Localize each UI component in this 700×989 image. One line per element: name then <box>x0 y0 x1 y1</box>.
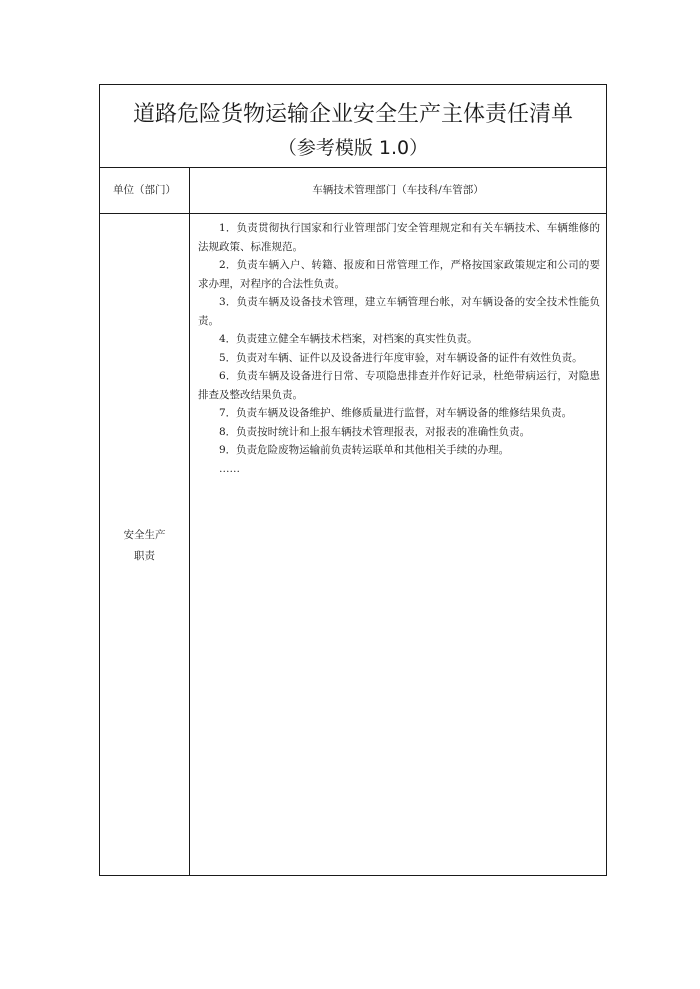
unit-label: 单位（部门） <box>113 184 176 196</box>
duty-item: 8．负责按时统计和上报车辆技术管理报表，对报表的准确性负责。 <box>219 425 531 438</box>
duty-item-ellipsis: …… <box>219 462 240 475</box>
document-subtitle: （参考模版 1.0） <box>277 137 429 159</box>
document-title: 道路危险货物运输企业安全生产主体责任清单 <box>132 102 573 127</box>
duty-list <box>198 219 600 478</box>
duty-label-line1: 安全生产 <box>123 529 166 541</box>
duty-item: 9．负责危险废物运输前负责转运联单和其他相关手续的办理。 <box>219 444 510 456</box>
duty-item: 1．负责贯彻执行国家和行业管理部门安全管理规定和有关车辆技术、车辆维修的法规政策、标准规范。 <box>198 222 600 253</box>
title-row <box>100 85 606 168</box>
unit-row <box>100 167 606 214</box>
duty-label <box>100 525 189 567</box>
duty-label-line2: 职责 <box>134 550 155 562</box>
duty-item: 5．负责对车辆、证件以及设备进行年度审验，对车辆设备的证件有效性负责。 <box>219 351 583 364</box>
column-divider <box>189 167 190 875</box>
duty-item: 7．负责车辆及设备维护、维修质量进行监督，对车辆设备的维修结果负责。 <box>219 407 573 419</box>
responsibility-form <box>99 84 607 876</box>
unit-value: 车辆技术管理部门（车技科/车管部） <box>312 184 484 196</box>
duty-item: 2．负责车辆入户、转籍、报废和日常管理工作，严格按国家政策规定和公司的要求办理，对程序的合法性负责。 <box>198 259 600 290</box>
duty-item: 6．负责车辆及设备进行日常、专项隐患排查并作好记录，杜绝带病运行，对隐患排查及整改结果负责。 <box>198 370 600 401</box>
duty-item: 3．负责车辆及设备技术管理，建立车辆管理台帐，对车辆设备的安全技术性能负责。 <box>198 296 600 327</box>
duty-item: 4．负责建立健全车辆技术档案，对档案的真实性负责。 <box>219 333 478 345</box>
